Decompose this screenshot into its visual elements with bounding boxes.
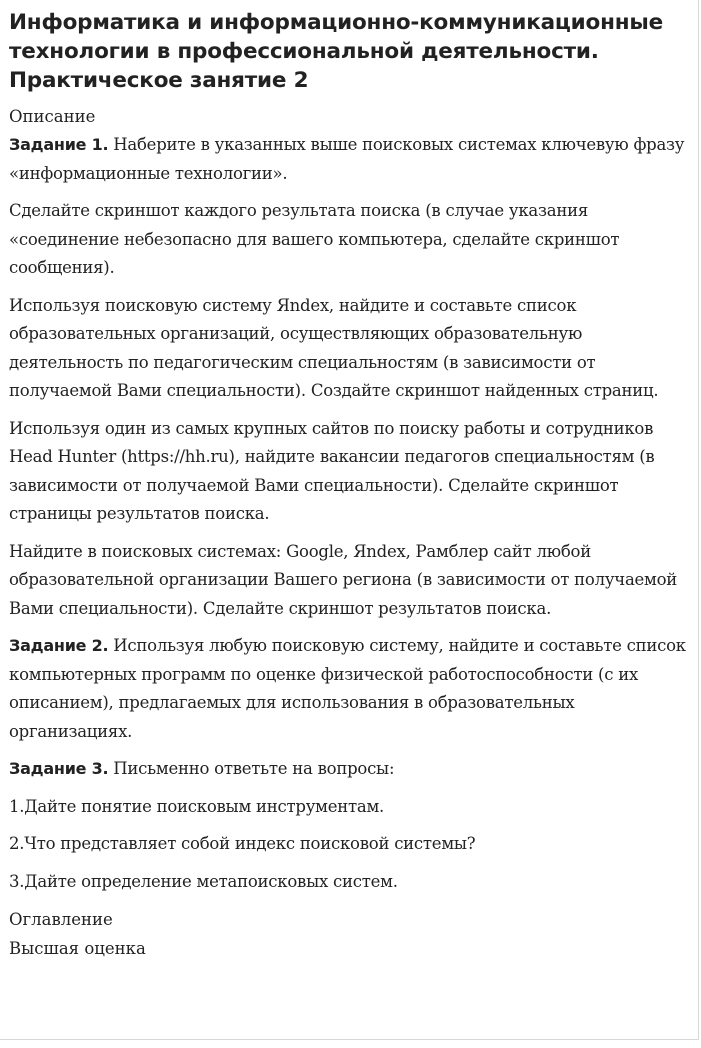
task-1-paragraph [9,131,693,188]
task-3-heading: Задание 3. [9,759,109,778]
question-2: 2.Что представляет собой индекс поисковой системы? [9,834,476,853]
task-3-paragraph [9,755,693,784]
paragraph-yandex: Используя поисковую систему Яndex, найдите и составьте список образовательных организаций, осуществляющих образовательную деятельность по педагогическим специальностям (в зависимости от получаемой Вами специальности). Создайте скриншот найденных страниц. [9,295,659,400]
paragraph-search-engines: Найдите в поисковых системах: Google, Яndex, Рамблер сайт любой образовательной организации Вашего региона (в зависимости от получаемой Вами специальности). Сделайте скриншот результатов поиска. [9,541,678,618]
page-title: Информатика и информационно-коммуникационные технологии в профессиональной деятельности. Практическое занятие 2 [9,10,664,93]
question-1: 1.Дайте понятие поисковым инструментам. [9,796,385,816]
document-content [9,8,693,963]
task-3-text: Письменно ответьте на вопросы: [108,759,395,778]
task-1-heading: Задание 1. [9,135,109,154]
paragraph-headhunter: Используя один из самых крупных сайтов по поиску работы и сотрудников Head Hunter (https://hh.ru), найдите вакансии педагогов специальностям (в зависимости от получаемой Вами специальности). Сделайте скриншот страницы результатов поиска. [9,418,655,523]
task-2-text: Используя любую поисковую систему, найдите и составьте список компьютерных программ по оценке физической работоспособности (с их описанием), предлагаемых для использования в образовательных организациях. [9,636,686,741]
paragraph-screenshot: Сделайте скриншот каждого результата поиска (в случае указания «соединение небезопасно для вашего компьютера, сделайте скриншот сообщения). [9,201,620,277]
task-1-text: Наберите в указанных выше поисковых системах ключевую фразу «информационные технологии». [9,135,685,183]
grade-label: Высшая оценка [9,939,146,958]
question-3: 3.Дайте определение метапоисковых систем. [9,871,398,891]
description-label: Описание [9,107,96,126]
task-2-heading: Задание 2. [9,636,109,655]
toc-label[interactable]: Оглавление [9,910,113,929]
task-2-paragraph [9,632,693,746]
